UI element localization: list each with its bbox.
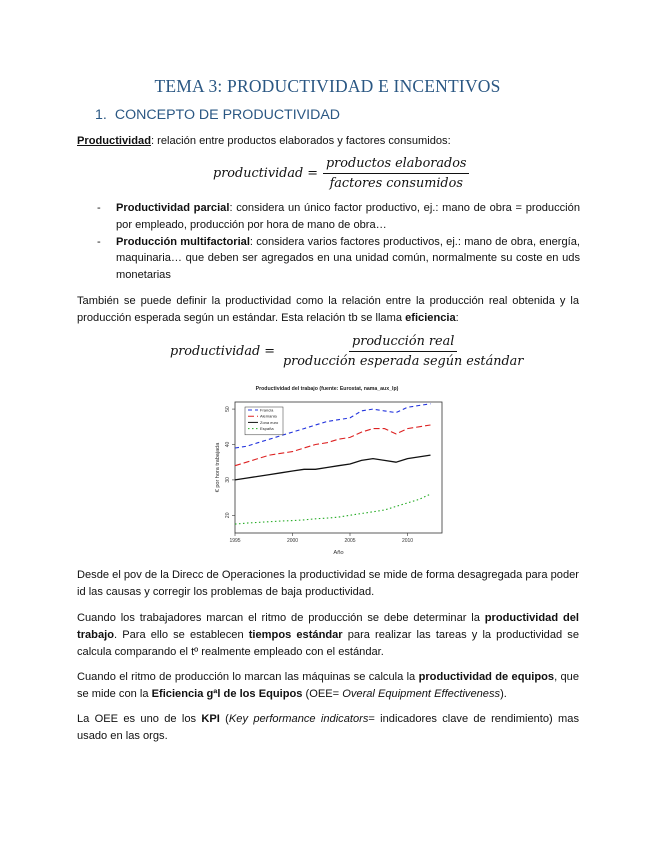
productivity-chart bbox=[205, 380, 450, 560]
italic-run: Overal Equipment Effectiveness bbox=[342, 687, 501, 700]
section-title: CONCEPTO DE PRODUCTIVIDAD bbox=[114, 107, 341, 123]
legend-label: Francia bbox=[260, 407, 274, 413]
x-tick-label: 1995 bbox=[229, 538, 241, 544]
definition-term: Productividad bbox=[77, 135, 151, 147]
formula-fraction bbox=[280, 334, 526, 369]
formula-lhs: productividad = bbox=[213, 166, 318, 181]
italic-run: Key performance indicators bbox=[228, 713, 369, 725]
bullet-dash: - bbox=[97, 235, 101, 248]
bold-run: tiempos estándar bbox=[248, 628, 343, 641]
efficiency-term: eficiencia bbox=[405, 311, 456, 324]
text-run: Cuando el ritmo de producción lo marcan las máquinas se calcula la bbox=[77, 671, 419, 683]
bullet-list bbox=[97, 200, 580, 284]
text-run: ). bbox=[500, 687, 507, 700]
document-title: TEMA 3: PRODUCTIVIDAD E INCENTIVOS bbox=[154, 76, 501, 96]
bullet-term: Producción multifactorial bbox=[116, 235, 250, 248]
formula-fraction bbox=[323, 156, 470, 191]
text-run: La OEE es uno de los bbox=[77, 713, 202, 725]
legend-label: España bbox=[260, 426, 274, 432]
y-tick-label: 20 bbox=[225, 512, 231, 519]
bullet-dash: - bbox=[97, 202, 101, 214]
paragraph-operations: Desde el pov de la Direcc de Operaciones la productividad se mide de forma desagregada para poder id las causas y corregir los problemas de baja productividad. bbox=[77, 569, 579, 598]
bullet-text: : considera un único factor productivo, ej.: mano de obra = producción por empleado, producción por hora de mano de obra… bbox=[116, 202, 580, 231]
section-number: 1. bbox=[95, 107, 107, 123]
formula-efficiency bbox=[170, 334, 526, 369]
definition-paragraph bbox=[77, 133, 579, 150]
text-run: Cuando los trabajadores marcan el ritmo de producción se debe determinar la bbox=[77, 612, 485, 624]
text-run: (OEE= bbox=[302, 687, 343, 700]
formula-numerator: productos elaborados bbox=[323, 156, 470, 174]
paragraph-labor bbox=[77, 610, 579, 660]
efficiency-end: : bbox=[455, 311, 459, 324]
formula-productivity bbox=[213, 156, 469, 191]
text-run: = indicadores clave de rendimiento) mas usado en las orgs. bbox=[77, 713, 580, 742]
y-tick-label: 30 bbox=[225, 477, 231, 483]
legend-label: Zona euro bbox=[260, 419, 279, 425]
x-tick-label: 2010 bbox=[401, 538, 414, 544]
formula-lhs: productividad = bbox=[170, 344, 275, 359]
formula-numerator: producción real bbox=[349, 334, 457, 352]
bullet-item bbox=[97, 200, 580, 234]
text-run: . Para ello se establecen bbox=[114, 628, 249, 641]
bold-run: Eficiencia gªl de los Equipos bbox=[151, 687, 303, 700]
formula-denominator: factores consumidos bbox=[329, 176, 463, 191]
x-tick-label: 2000 bbox=[286, 538, 299, 544]
efficiency-paragraph bbox=[77, 293, 579, 327]
paragraph-kpi bbox=[77, 711, 579, 745]
chart-title: Productividad del trabajo (fuente: Eurostat, nama_aux_lp) bbox=[255, 386, 399, 392]
bullet-term: Productividad parcial bbox=[116, 202, 230, 214]
paragraph-equipment bbox=[77, 669, 579, 703]
bold-run: productividad de equipos bbox=[418, 671, 555, 683]
bold-run: KPI bbox=[201, 713, 220, 725]
x-tick-label: 2005 bbox=[344, 538, 356, 544]
efficiency-text: También se puede definir la productividad como la relación entre la producción real obtenida y la producción esperada según un estándar. Esta relación tb se llama bbox=[77, 295, 579, 324]
formula-denominator: producción esperada según estándar bbox=[282, 354, 524, 369]
text-run: ( bbox=[219, 713, 229, 725]
text-run: para realizar las tareas y la productividad se calcula comparando el tº realmente empleado con el estándar. bbox=[77, 628, 580, 658]
bullet-item bbox=[97, 234, 580, 284]
text-run: , que se mide con la bbox=[77, 671, 580, 700]
section-heading bbox=[95, 107, 340, 123]
series-line bbox=[235, 494, 431, 524]
bullet-text: : considera varios factores productivos, ej.: mano de obra, energía, maquinaria… que deben ser agregados en una unidad común, normalmente su coste en uds monetarias bbox=[116, 235, 580, 282]
y-tick-label: 40 bbox=[225, 441, 231, 448]
y-tick-label: 50 bbox=[225, 406, 231, 412]
definition-text: : relación entre productos elaborados y factores consumidos: bbox=[150, 135, 451, 147]
x-axis-label: Año bbox=[333, 550, 344, 556]
series-line bbox=[235, 455, 431, 480]
y-axis-label: € por hora trabajada bbox=[215, 442, 221, 493]
bold-run: productividad del trabajo bbox=[77, 612, 579, 641]
legend-label: Alemania bbox=[260, 413, 277, 419]
